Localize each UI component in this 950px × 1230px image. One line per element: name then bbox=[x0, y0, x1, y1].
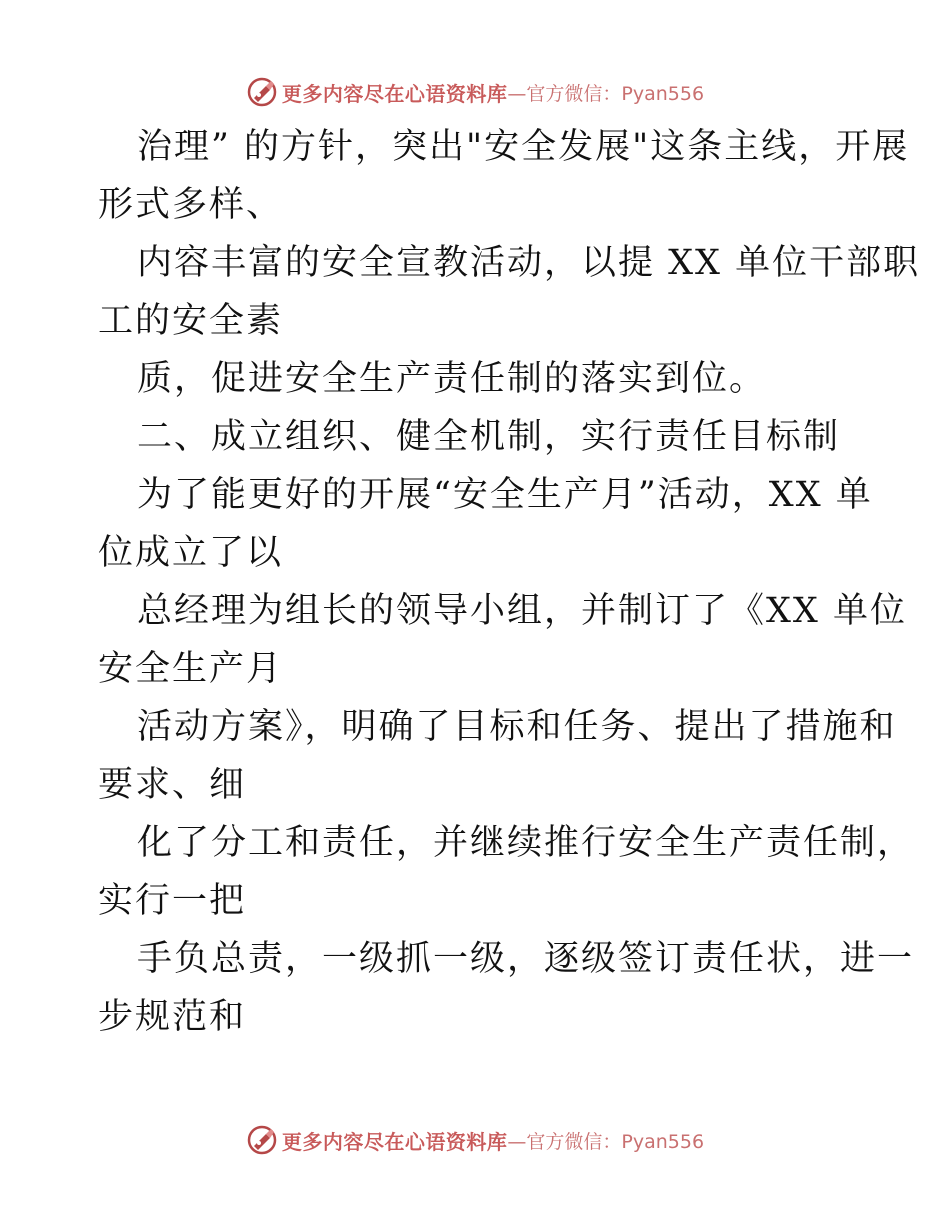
paragraph-line: 质，促进安全生产责任制的落实到位。 bbox=[137, 359, 767, 399]
paragraph-line: 总经理为组长的领导小组，并制订了《XX 单位 bbox=[137, 591, 907, 631]
banner-wechat-text: —官方微信：Pyan556 bbox=[507, 1130, 705, 1153]
banner-site-name: 更多内容尽在心语资料库 bbox=[281, 1129, 508, 1154]
banner-wechat-text: —官方微信：Pyan556 bbox=[507, 82, 705, 105]
section-heading bbox=[98, 408, 858, 466]
paragraph-line: 步规范和 bbox=[98, 997, 247, 1037]
pen-logo-icon bbox=[246, 76, 278, 108]
footer-banner bbox=[0, 1120, 950, 1160]
pen-logo-icon bbox=[246, 1124, 278, 1156]
paragraph bbox=[98, 118, 910, 234]
paragraph-line: 要求、细 bbox=[98, 765, 247, 805]
paragraph-line: 工的安全素 bbox=[98, 301, 284, 341]
paragraph-line: 内容丰富的安全宣教活动，以提 XX 单位干部职 bbox=[137, 243, 921, 283]
section-heading-text: 二、成立组织、健全机制，实行责任目标制 bbox=[137, 417, 841, 457]
paragraph bbox=[98, 466, 873, 582]
paragraph bbox=[98, 582, 907, 698]
paragraph-line: 安全生产月 bbox=[98, 649, 284, 689]
paragraph bbox=[98, 814, 915, 930]
paragraph-line: 化了分工和责任，并继续推行安全生产责任制， bbox=[137, 823, 915, 863]
banner-site-name: 更多内容尽在心语资料库 bbox=[281, 81, 508, 106]
paragraph-line: 形式多样、 bbox=[98, 185, 284, 225]
paragraph bbox=[98, 930, 915, 1046]
paragraph-line: 实行一把 bbox=[98, 881, 247, 921]
document-body bbox=[98, 118, 921, 1046]
paragraph-line: 治理” 的方针，突出"安全发展"这条主线，开展 bbox=[137, 127, 910, 167]
paragraph bbox=[98, 698, 897, 814]
paragraph-line: 活动方案》，明确了目标和任务、提出了措施和 bbox=[137, 707, 897, 747]
paragraph-line: 手负总责，一级抓一级，逐级签订责任状，进一 bbox=[137, 939, 915, 979]
paragraph bbox=[98, 350, 858, 408]
paragraph-line: 为了能更好的开展“安全生产月”活动，XX 单 bbox=[137, 475, 873, 515]
header-banner bbox=[0, 72, 950, 112]
paragraph bbox=[98, 234, 921, 350]
paragraph-line: 位成立了以 bbox=[98, 533, 284, 573]
